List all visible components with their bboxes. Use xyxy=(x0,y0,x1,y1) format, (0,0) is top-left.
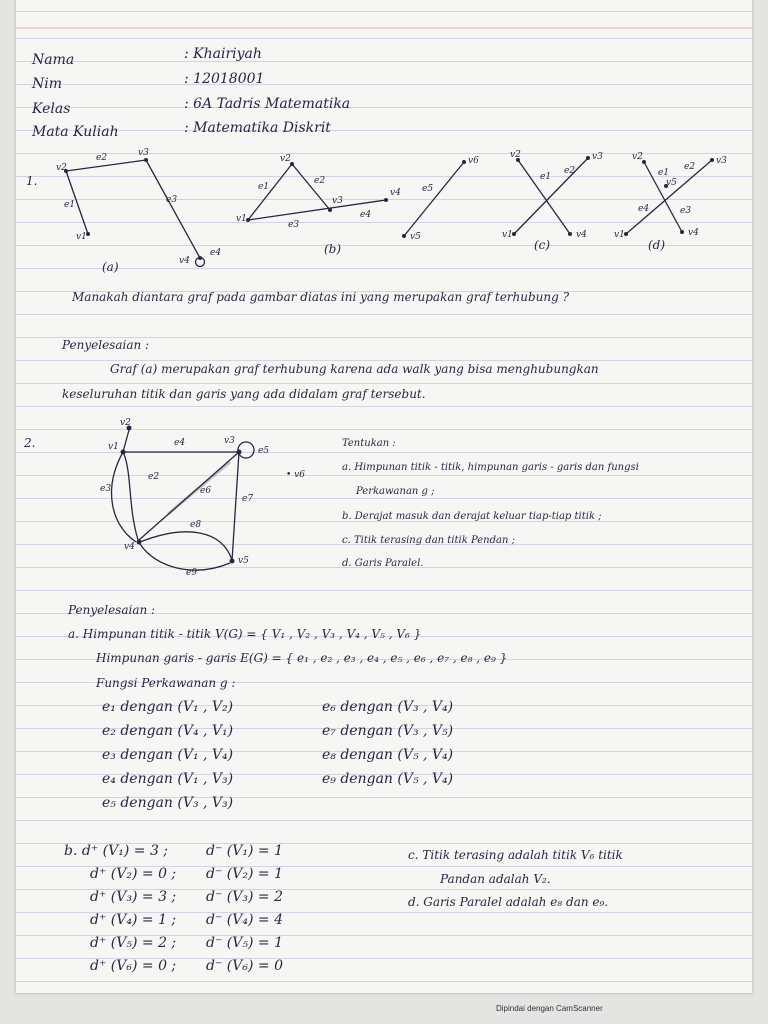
graph-b-e1: e1 xyxy=(258,182,270,192)
degree-out-1: d⁻ (V₁) = 1 xyxy=(206,843,283,859)
question-1-number: 1. xyxy=(26,174,38,188)
graph-2-e7: e7 xyxy=(242,494,254,504)
degree-out-6: d⁻ (V₆) = 0 xyxy=(206,958,283,974)
degree-out-2: d⁻ (V₂) = 1 xyxy=(206,866,283,882)
graph-d-v2: v2 xyxy=(632,152,643,162)
graph-c-v2: v2 xyxy=(510,150,521,160)
graph-2-e2: e2 xyxy=(148,472,160,482)
mapping-left-1: e₁ dengan (V₁ , V₂) xyxy=(102,699,234,715)
task-title: Tentukan : xyxy=(342,438,396,449)
answer-2-fungsi: Fungsi Perkawanan g : xyxy=(96,676,236,690)
graph-c-e1: e1 xyxy=(540,172,552,182)
degree-in-5: d⁺ (V₅) = 2 ; xyxy=(90,935,177,951)
mata-kuliah-value: : Matematika Diskrit xyxy=(184,120,331,136)
task-a-line2: Perkawanan g ; xyxy=(356,486,435,497)
graph-2-e4: e4 xyxy=(174,438,186,448)
graph-d-e4: e4 xyxy=(638,204,650,214)
graph-a-e2: e2 xyxy=(96,153,108,163)
mapping-left-4: e₄ dengan (V₁ , V₃) xyxy=(102,771,234,787)
graph-b-v1: v1 xyxy=(236,214,247,224)
kelas-value: : 6A Tadris Matematika xyxy=(184,96,351,112)
degree-in-4: d⁺ (V₄) = 1 ; xyxy=(90,912,177,928)
graph-b-e5: e5 xyxy=(422,184,434,194)
graph-d-e2: e2 xyxy=(684,162,696,172)
graph-b-v2: v2 xyxy=(280,154,291,164)
answer-1-line2: keseluruhan titik dan garis yang ada didalam graf tersebut. xyxy=(62,387,426,401)
task-a-line1: a. Himpunan titik - titik, himpunan garis - garis dan fungsi xyxy=(342,462,639,473)
graph-b-e3: e3 xyxy=(288,220,300,230)
answer-d-line: d. Garis Paralel adalah e₈ dan e₉. xyxy=(408,895,609,909)
graph-b-caption: (b) xyxy=(324,242,342,256)
nim-value: : 12018001 xyxy=(184,71,265,87)
answer-2-vertices: a. Himpunan titik - titik V(G) = { V₁ , V₂ , V₃ , V₄ , V₅ , V₆ } xyxy=(68,627,422,641)
kelas-label: Kelas xyxy=(32,101,71,117)
mapping-left-3: e₃ dengan (V₁ , V₄) xyxy=(102,747,234,763)
degree-in-1: b. d⁺ (V₁) = 3 ; xyxy=(64,843,169,859)
graph-2-v1: v1 xyxy=(108,442,119,452)
task-b: b. Derajat masuk dan derajat keluar tiap-tiap titik ; xyxy=(342,511,602,522)
degree-in-3: d⁺ (V₃) = 3 ; xyxy=(90,889,177,905)
mapping-right-4: e₉ dengan (V₅ , V₄) xyxy=(322,771,454,787)
graph-a-v1: v1 xyxy=(76,232,87,242)
graph-c-v4: v4 xyxy=(576,230,587,240)
question-2-number: 2. xyxy=(24,436,36,450)
graph-c-caption: (c) xyxy=(534,238,551,252)
graph-2-e9: e9 xyxy=(186,568,198,578)
graph-b-v5: v5 xyxy=(410,232,421,242)
degree-out-3: d⁻ (V₃) = 2 xyxy=(206,889,283,905)
degree-out-5: d⁻ (V₅) = 1 xyxy=(206,935,283,951)
graph-a-v3: v3 xyxy=(138,148,149,158)
graph-c-v3: v3 xyxy=(592,152,603,162)
answer-2-edges: Himpunan garis - garis E(G) = { e₁ , e₂ , e₃ , e₄ , e₅ , e₆ , e₇ , e₈ , e₉ } xyxy=(96,651,508,665)
nama-label: Nama xyxy=(32,52,75,68)
mata-kuliah-label: Mata Kuliah xyxy=(32,124,119,140)
graph-a-e3: e3 xyxy=(166,195,178,205)
graph-2-e6: e6 xyxy=(200,486,212,496)
degree-in-2: d⁺ (V₂) = 0 ; xyxy=(90,866,177,882)
graph-a-e1: e1 xyxy=(64,200,76,210)
graph-c-v1: v1 xyxy=(502,230,513,240)
graph-2-v3: v3 xyxy=(224,436,235,446)
scanner-footer: Dipindai dengan CamScanner xyxy=(496,1004,603,1013)
graph-2-v4: v4 xyxy=(124,542,135,552)
graph-d-v1: v1 xyxy=(614,230,625,240)
answer-1-title: Penyelesaian : xyxy=(62,338,150,352)
graph-d-v3: v3 xyxy=(716,156,727,166)
graph-d-e3: e3 xyxy=(680,206,692,216)
mapping-left-2: e₂ dengan (V₄ , V₁) xyxy=(102,723,234,739)
graph-a-v2: v2 xyxy=(56,163,67,173)
graph-2-v5: v5 xyxy=(238,556,249,566)
answer-2-title: Penyelesaian : xyxy=(68,603,156,617)
notebook-page xyxy=(16,0,752,993)
task-d: d. Garis Paralel. xyxy=(342,558,424,569)
graph-2-e5: e5 xyxy=(258,446,270,456)
nama-value: : Khairiyah xyxy=(184,46,262,62)
graph-d-caption: (d) xyxy=(648,238,666,252)
graph-a-caption: (a) xyxy=(102,260,119,274)
nim-label: Nim xyxy=(32,76,63,92)
graph-a-e4: e4 xyxy=(210,248,222,258)
mapping-right-3: e₈ dengan (V₅ , V₄) xyxy=(322,747,454,763)
graph-a-v4: v4 xyxy=(179,256,190,266)
mapping-right-1: e₆ dengan (V₃ , V₄) xyxy=(322,699,454,715)
task-c: c. Titik terasing dan titik Pendan ; xyxy=(342,535,515,546)
graph-b-e4: e4 xyxy=(360,210,372,220)
answer-c-line2: Pandan adalah V₂. xyxy=(440,872,551,886)
answer-c-line1: c. Titik terasing adalah titik V₆ titik xyxy=(408,848,623,862)
degree-in-6: d⁺ (V₆) = 0 ; xyxy=(90,958,177,974)
graph-2-v2: v2 xyxy=(120,418,131,428)
graph-2-e3: e3 xyxy=(100,484,112,494)
graph-c-e2: e2 xyxy=(564,166,576,176)
graph-d-e1: e1 xyxy=(658,168,670,178)
mapping-right-2: e₇ dengan (V₃ , V₅) xyxy=(322,723,454,739)
answer-1-line1: Graf (a) merupakan graf terhubung karena ada walk yang bisa menghubungkan xyxy=(110,362,599,376)
mapping-left-5: e₅ dengan (V₃ , V₃) xyxy=(102,795,234,811)
graph-d-v4: v4 xyxy=(688,228,699,238)
degree-out-4: d⁻ (V₄) = 4 xyxy=(206,912,283,928)
graph-b-v6: v6 xyxy=(468,156,479,166)
graph-2-v6: • v6 xyxy=(286,470,305,480)
graph-d-v5: v5 xyxy=(666,178,677,188)
graph-b-v3: v3 xyxy=(332,196,343,206)
graph-2-e8: e8 xyxy=(190,520,202,530)
graph-b-v4: v4 xyxy=(390,188,401,198)
graph-b-e2: e2 xyxy=(314,176,326,186)
question-1-text: Manakah diantara graf pada gambar diatas ini yang merupakan graf terhubung ? xyxy=(72,290,570,304)
